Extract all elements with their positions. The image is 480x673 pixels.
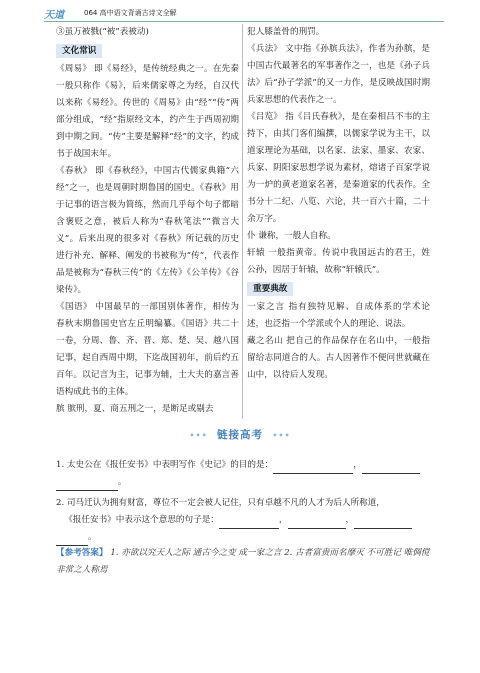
page-title: 064 高中语文背诵古诗文全解 (84, 9, 177, 17)
header-rule (44, 21, 444, 22)
entry-bingfa: 《兵法》 文中指《孙膑兵法》，作者为孙膑，是中国古代最著名的军事著作之一，也是《孙子兵法》后“孙子学派”的又一力作，是反映战国时期兵家思想的代表作之一。 (247, 44, 430, 105)
question-2 (56, 495, 430, 546)
entry-guoyu: 《国语》 中国最早的一部国别体著作，相传为春秋末期鲁国史官左丘明编纂。《国语》共二十一卷，分周、鲁、齐、晋、郑、楚、吴、越八国记事，起自西周中期，下迄战国初年，前后约五百年。以记言为主，记事为辅，士大夫的嘉言善语构成此书的主体。 (56, 302, 239, 397)
link-exam-heading (0, 427, 480, 442)
column-divider (242, 24, 243, 419)
comma: ， (345, 515, 355, 525)
section-allusions: 重要典故 (247, 282, 293, 296)
link-exam-title: 链接高考 (217, 429, 263, 441)
entry-cang: 藏之名山 把自己的作品保存在名山中，一般指留给志同道合的人。古人因著作不便问世就藏在山中，以待后人发现。 (247, 336, 430, 380)
period: 。 (118, 477, 127, 487)
answer-blank[interactable] (362, 461, 420, 474)
answer-blank[interactable] (288, 516, 346, 529)
entry-zhouyi: 《周易》 即《易经》，是传统经典之一。在先秦一般只称作《易》，后来儒家尊之为经，自汉代以来称《易经》。传世的《周易》由“经”“传”两部分组成，“经”指原经文本，约产生于西周初期到中期之间。“传”主要是解释“经”的文字，约成书于战国末年。 (56, 64, 239, 159)
reference-answers (56, 545, 430, 579)
dots-left: ••• (189, 431, 208, 440)
answer-blank[interactable] (273, 461, 353, 474)
page-header (44, 6, 444, 22)
period: 。 (88, 532, 97, 542)
entry-bin: 膑 膑刑，夏、商五刑之一，是断足或剔去 (56, 404, 214, 414)
comma: ， (353, 460, 362, 470)
answer-blank[interactable] (219, 516, 279, 529)
question-2-text-b: 《报任安书》中表示这个意思的句子是： (64, 515, 219, 525)
answer-blank[interactable] (354, 516, 412, 529)
section-culture: 文化常识 (56, 44, 102, 58)
right-column (247, 24, 430, 384)
book-logo: 天道 (44, 10, 64, 21)
entry-xuanyuan: 轩辕 一般指黄帝。传说中我国远古的君王，姓公孙，因居于轩辕，故称“轩辕氏”。 (247, 248, 430, 275)
entry-yijia: 一家之言 指有独特见解、自成体系的学术论述，也泛指一个学派或个人的理论、说法。 (247, 302, 430, 329)
left-column (56, 24, 239, 418)
comma: ， (278, 515, 288, 525)
question-1-text: 1. 太史公在《报任安书》中表明写作《史记》的目的是： (56, 460, 274, 470)
question-1 (56, 457, 430, 491)
answer-blank[interactable] (56, 478, 118, 491)
entry-bin-cont: 犯人膝盖骨的刑罚。 (247, 27, 325, 37)
entry-pu: 仆 谦称，一般人自称。 (247, 231, 336, 241)
dots-right: ••• (272, 431, 291, 440)
answer-label: 【参考答案】 (56, 548, 108, 558)
entry-chunqiu: 《春秋》 即《春秋经》，中国古代儒家典籍“六经”之一，也是周朝时期鲁国的国史。《春秋》用于记事的语言极为简练，然而几乎每个句子都暗含褒贬之意，被后人称为“春秋笔法”“微言大义”。后来出现的很多对《春秋》所记载的历史进行补充、解释、阐发的书被称为“传”，代表作品是被称为“春秋三传”的《左传》《公羊传》《谷梁传》。 (56, 166, 239, 295)
entry-lvlan: 《吕览》 指《吕氏春秋》，是在秦相吕不韦的主持下，由其门客们编撰，以儒家学说为主干，以道家理论为基础，以名家、法家、墨家、农家、兵家、阴阳家思想学说为素材，熔诸子百家学说为一炉的黄老道家名著，是秦道家的代表作。全书分十二纪、八览、六论，共一百六十篇，二十余万字。 (247, 112, 430, 224)
question-2-text-a: 2. 司马迁认为拥有财富，尊位不一定会被人记住，只有卓越不凡的人才为后人所称道， (56, 498, 385, 508)
answer-text: 1. 亦欲以究天人之际 通古今之变 成一家之言 2. 古者富贵而名摩灭 不可胜记 唯倜傥非常之人称焉 (56, 548, 430, 575)
note-item-3: ③虽万被戮(“被”表被动) (56, 27, 149, 37)
